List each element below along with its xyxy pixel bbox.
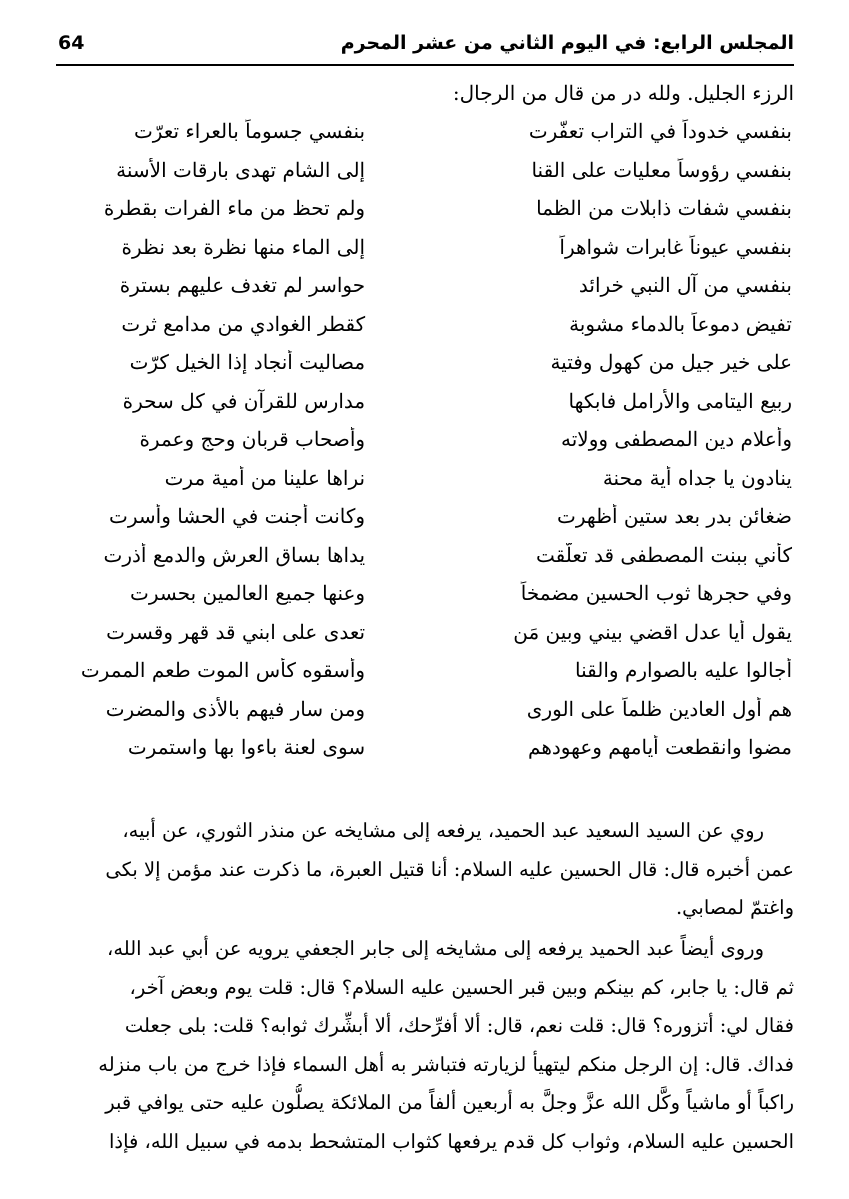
verse-first-hemistich: بنفسي شفات ذابلات من الظما (536, 196, 792, 221)
verse-first-hemistich: يقول أيا عدل اقضي بيني وبين مَن (513, 619, 792, 644)
verse-first-hemistich: وفي حجرها ثوب الحسين مضمخاً (520, 581, 792, 606)
text-line: فقال لي: أتزوره؟ قال: قلت نعم، قال: ألا أفرِّحك، ألا أبشِّرك ثوابه؟ قلت: بلى جعلت (124, 1014, 794, 1037)
page-number: 64 (58, 32, 85, 54)
verse-first-hemistich: بنفسي خدوداً في التراب تعفّرت (528, 119, 792, 144)
text-line: الحسين عليه السلام، وثواب كل قدم يرفعها كثواب المتشحط بدمه في سبيل الله، فإذا (108, 1129, 794, 1153)
poem-verse (58, 728, 794, 767)
poem (58, 112, 794, 767)
text-line: ثم قال: يا جابر، كم بينكم وبين قبر الحسين عليه السلام؟ قال: قلت يوم وبعض آخر، (129, 975, 794, 999)
poem-verse (58, 536, 794, 575)
poem-verse (58, 151, 794, 190)
poem-verse (58, 305, 794, 344)
poem-verse (58, 651, 794, 690)
verse-first-hemistich: ربيع اليتامى والأرامل فابكها (568, 388, 792, 413)
poem-verse (58, 497, 794, 536)
verse-second-hemistich: وأسقوه كأس الموت طعم الممرت (80, 658, 366, 683)
verse-second-hemistich: ومن سار فيهم بالأذى والمضرت (105, 696, 366, 721)
text-line: راكباً أو ماشياً وكَّل الله عزَّ وجلَّ به أربعين ألفاً من الملائكة يصلُّون عليه حتى يوافي قبر (105, 1091, 794, 1114)
poem-verse (58, 266, 794, 305)
text-line: فداك. قال: إن الرجل منكم ليتهيأ لزيارته فتباشر به أهل السماء فإذا خرج من باب منزله (98, 1052, 794, 1076)
poem-verse (58, 459, 794, 498)
poem-verse (58, 112, 794, 151)
verse-first-hemistich: على خير جيل من كهول وفتية (550, 350, 792, 375)
verse-first-hemistich: كأني ببنت المصطفى قد تعلّقت (536, 542, 792, 567)
verse-first-hemistich: بنفسي من آل النبي خرائد (578, 273, 792, 298)
running-header (58, 26, 794, 60)
verse-second-hemistich: ولم تحظ من ماء الفرات بقطرة (103, 196, 366, 221)
verse-second-hemistich: إلى الشام تهدى بارقات الأسنة (116, 157, 366, 182)
header-rule (56, 64, 794, 66)
verse-first-hemistich: ينادون يا جداه أية محنة (602, 465, 792, 490)
verse-second-hemistich: حواسر لم تغدف عليهم بسترة (119, 273, 366, 298)
verse-second-hemistich: يداها بساق العرش والدمع أذرت (103, 542, 366, 567)
verse-second-hemistich: سوى لعنة باءوا بها واستمرت (127, 735, 366, 760)
verse-first-hemistich: وأعلام دين المصطفى وولاته (561, 427, 792, 452)
poem-verse (58, 382, 794, 421)
text-line: واغتمّ لمصابي. (675, 896, 794, 919)
verse-first-hemistich: تفيض دموعاً بالدماء مشوبة (569, 311, 792, 336)
verse-first-hemistich: أجالوا عليه بالصوارم والقنا (575, 658, 792, 683)
verse-second-hemistich: وأصحاب قربان وحج وعمرة (139, 427, 366, 452)
paragraph-narration-2 (58, 930, 794, 1161)
paragraph-narration-1 (58, 812, 794, 928)
verse-first-hemistich: مضوا وانقطعت أيامهم وعهودهم (528, 735, 792, 760)
poem-verse (58, 420, 794, 459)
verse-second-hemistich: بنفسي جسوماً بالعراء تعرّت (133, 119, 366, 144)
text-line: روي عن السيد السعيد عبد الحميد، يرفعه إلى مشايخه عن منذر الثوري، عن أبيه، (122, 819, 764, 842)
verse-second-hemistich: نراها علينا من أمية مرت (164, 465, 366, 490)
chapter-title: المجلس الرابع: في اليوم الثاني من عشر المحرم (340, 32, 794, 54)
text-line: وروى أيضاً عبد الحميد يرفعه إلى مشايخه إلى جابر الجعفي يرويه عن أبي عبد الله، (107, 937, 764, 960)
text-line: عمن أخبره قال: قال الحسين عليه السلام: أنا قتيل العبرة، ما ذكرت عند مؤمن إلا بكى (105, 857, 794, 881)
poem-verse (58, 228, 794, 267)
verse-first-hemistich: بنفسي عيوناً غابرات شواهراً (559, 234, 792, 259)
verse-second-hemistich: كقطر الغوادي من مدامع ثرت (121, 311, 366, 336)
verse-first-hemistich: ضغائن بدر بعد ستين أظهرت (557, 504, 792, 529)
verse-second-hemistich: وكانت أجنت في الحشا وأسرت (109, 504, 366, 529)
poem-verse (58, 343, 794, 382)
poem-verse (58, 690, 794, 729)
verse-first-hemistich: هم أول العادين ظلماً على الورى (526, 696, 792, 721)
verse-first-hemistich: بنفسي رؤوساً معليات على القنا (531, 157, 792, 182)
verse-second-hemistich: تعدى على ابني قد قهر وقسرت (106, 619, 366, 644)
poem-verse (58, 189, 794, 228)
verse-second-hemistich: مدارس للقرآن في كل سحرة (122, 388, 366, 413)
poem-verse (58, 613, 794, 652)
verse-second-hemistich: إلى الماء منها نظرة بعد نظرة (121, 234, 366, 259)
verse-second-hemistich: مصاليت أنجاد إذا الخيل كرّت (129, 350, 366, 375)
intro-line: الرزء الجليل. ولله در من قال من الرجال: (452, 81, 794, 105)
poem-verse (58, 574, 794, 613)
verse-second-hemistich: وعنها جميع العالمين بحسرت (129, 581, 366, 606)
